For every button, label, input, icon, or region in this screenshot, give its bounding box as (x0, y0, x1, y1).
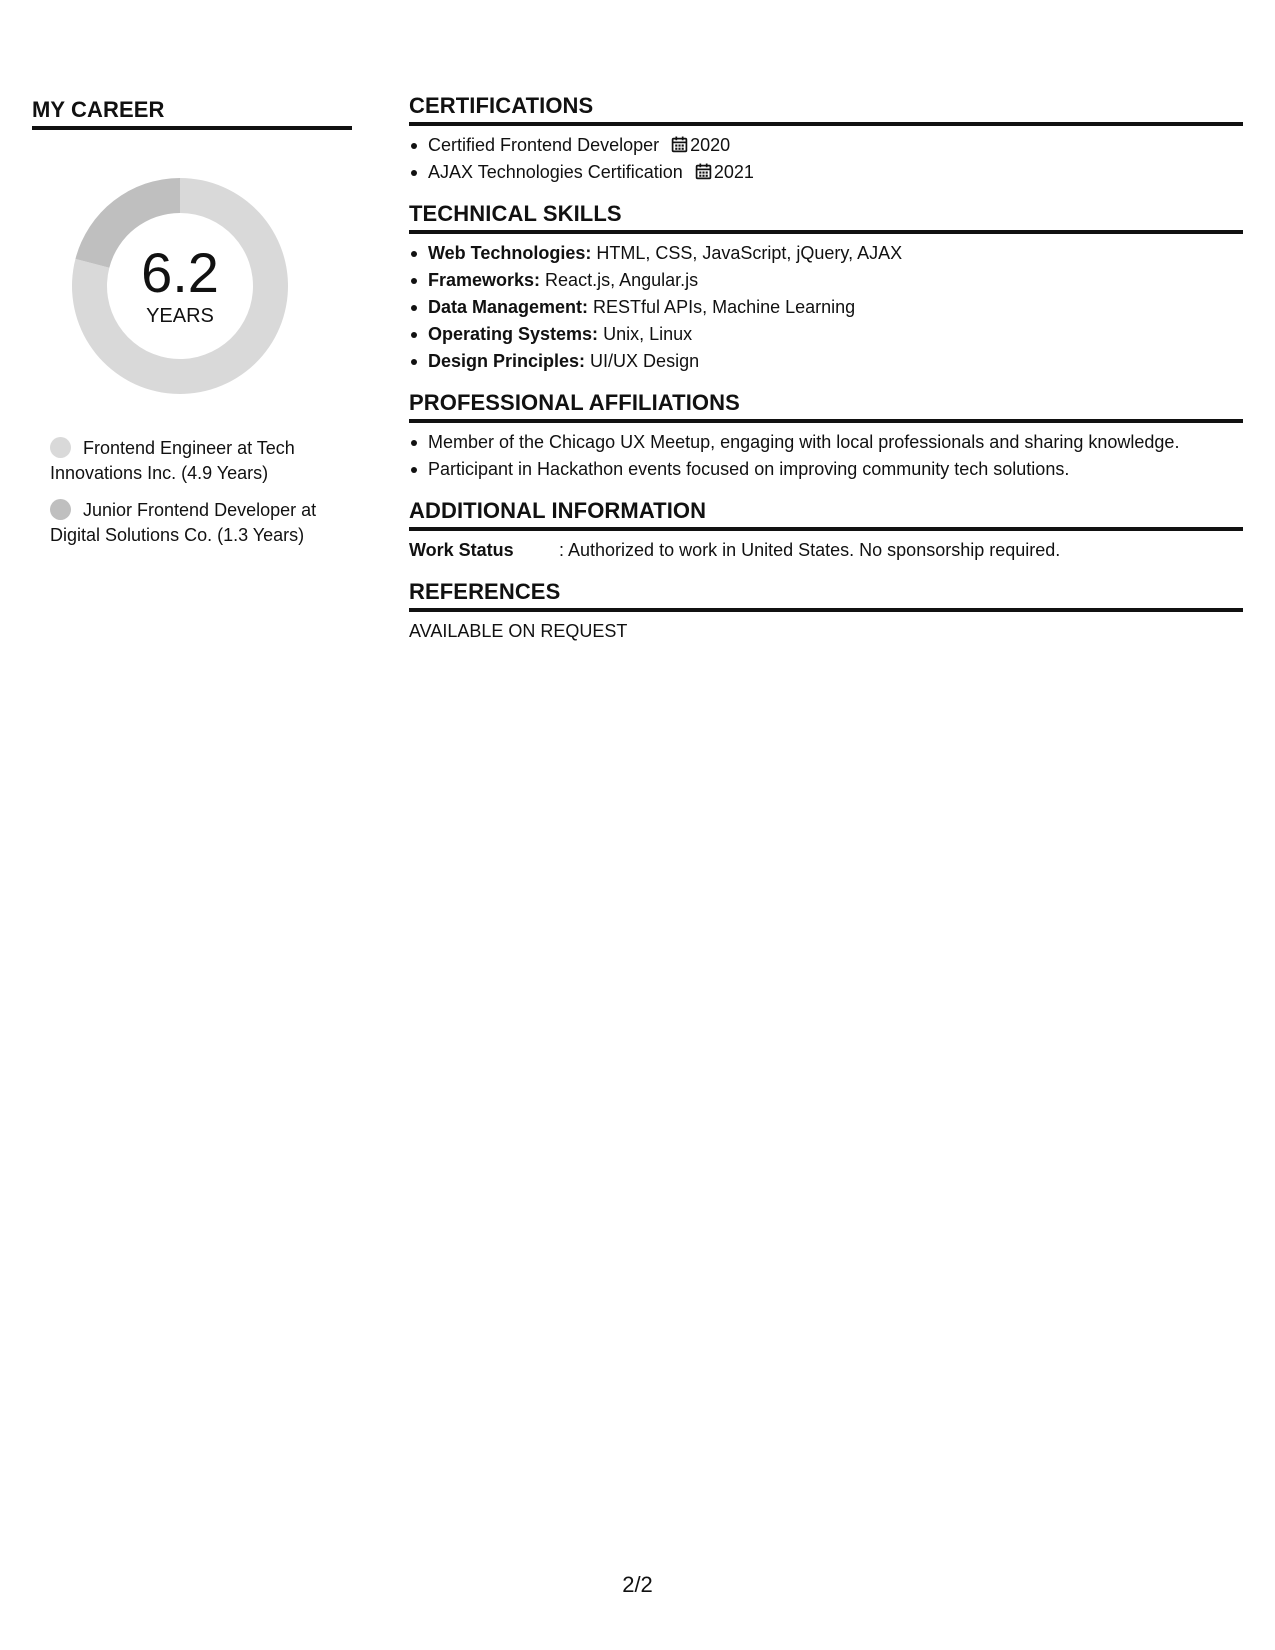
certification-year: 2021 (713, 162, 754, 182)
skills-section (409, 200, 1243, 375)
career-title: MY CAREER (32, 96, 352, 130)
total-years-value: 6.2 (141, 241, 219, 304)
affiliations-title: PROFESSIONAL AFFILIATIONS (409, 389, 1243, 423)
main-column (409, 92, 1243, 659)
skill-item (409, 348, 1243, 375)
references-text: AVAILABLE ON REQUEST (409, 621, 628, 641)
certifications-list (409, 132, 1243, 186)
skills-title: TECHNICAL SKILLS (409, 200, 1243, 234)
affiliations-section (409, 389, 1243, 483)
skill-label: Design Principles: (428, 351, 586, 371)
skill-label: Operating Systems: (428, 324, 599, 344)
additional-info-section (409, 497, 1243, 564)
career-column (32, 96, 352, 560)
calendar-icon (695, 163, 712, 180)
skill-value: UI/UX Design (585, 351, 700, 371)
certifications-title: CERTIFICATIONS (409, 92, 1243, 126)
references-title: REFERENCES (409, 578, 1243, 612)
skill-label: Web Technologies: (428, 243, 592, 263)
skill-value: React.js, Angular.js (540, 270, 699, 290)
work-status-value: : Authorized to work in United States. No sponsorship required. (559, 540, 1061, 560)
career-legend (32, 436, 352, 548)
affiliation-item: Participant in Hackathon events focused on improving community tech solutions. (409, 456, 1243, 483)
legend-item (50, 498, 352, 548)
skill-label: Frameworks: (428, 270, 541, 290)
skill-value: RESTful APIs, Machine Learning (588, 297, 856, 317)
skill-item (409, 321, 1243, 348)
certification-item (409, 159, 1243, 186)
legend-label: Frontend Engineer at Tech Innovations Inc. (4.9 Years) (50, 438, 295, 483)
skill-value: Unix, Linux (598, 324, 693, 344)
total-years-unit: YEARS (146, 305, 214, 327)
additional-info-title: ADDITIONAL INFORMATION (409, 497, 1243, 531)
certification-year: 2020 (690, 135, 731, 155)
skill-item (409, 294, 1243, 321)
skill-item (409, 267, 1243, 294)
affiliation-item: Member of the Chicago UX Meetup, engaging with local professionals and sharing knowledge. (409, 429, 1243, 456)
skills-list (409, 240, 1243, 375)
donut-center (66, 172, 294, 400)
certification-item (409, 132, 1243, 159)
skill-label: Data Management: (428, 297, 589, 317)
legend-dot-icon (50, 437, 71, 458)
skill-item (409, 240, 1243, 267)
legend-item (50, 436, 352, 486)
legend-dot-icon (50, 499, 71, 520)
work-status-label: Work Status (409, 540, 514, 560)
certifications-section (409, 92, 1243, 186)
work-status-row (409, 537, 1243, 564)
references-section (409, 578, 1243, 645)
page-number: 2/2 (622, 1572, 653, 1597)
affiliations-list (409, 429, 1243, 483)
certification-name: Certified Frontend Developer (428, 135, 660, 155)
skill-value: HTML, CSS, JavaScript, jQuery, AJAX (591, 243, 903, 263)
certification-name: AJAX Technologies Certification (428, 162, 683, 182)
legend-label: Junior Frontend Developer at Digital Solutions Co. (1.3 Years) (50, 500, 317, 545)
calendar-icon (671, 136, 688, 153)
career-donut-chart (66, 172, 294, 400)
